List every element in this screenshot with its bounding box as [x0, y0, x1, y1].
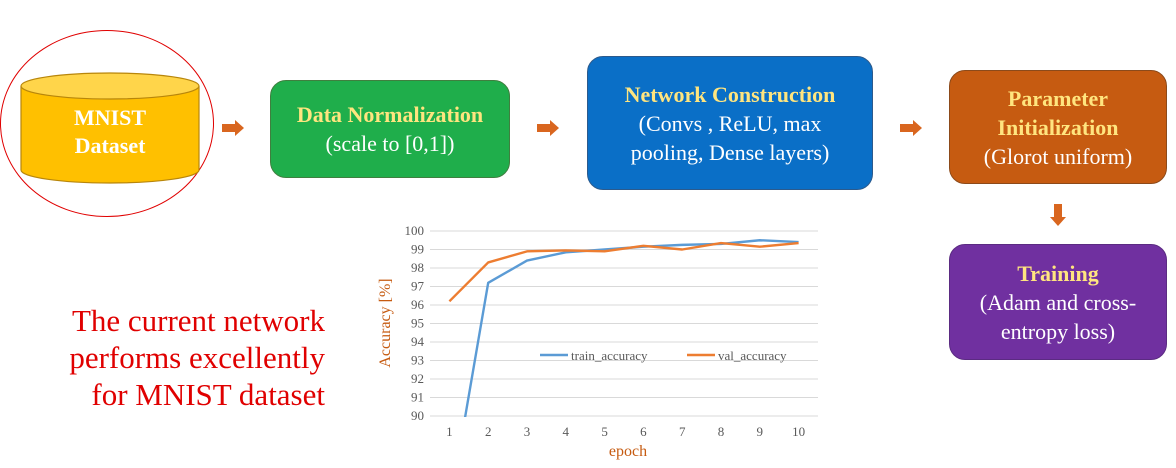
arrow-right-icon: [537, 120, 561, 136]
y-tick-label: 90: [411, 408, 424, 423]
x-tick-label: 6: [640, 424, 647, 439]
chart-x-axis-label: epoch: [608, 443, 648, 460]
chart-y-ticks: [405, 223, 425, 423]
x-tick-label: 4: [562, 424, 570, 439]
step-title: Network Construction: [624, 81, 836, 107]
x-tick-label: 10: [792, 424, 806, 439]
y-tick-label: 100: [404, 223, 424, 238]
legend-label: val_accuracy: [718, 348, 787, 363]
y-tick-label: 97: [411, 278, 424, 294]
chart-grid: [430, 231, 818, 416]
y-tick-label: 96: [411, 297, 424, 312]
x-tick-label: 9: [756, 424, 764, 439]
dataset-label: [20, 104, 200, 160]
y-tick-label: 98: [411, 260, 424, 275]
step-detail-line1: (Adam and cross-: [979, 289, 1137, 315]
y-tick-label: 91: [411, 389, 424, 405]
x-tick-label: 7: [678, 424, 686, 439]
step-training: [949, 244, 1167, 360]
chart-x-ticks: [446, 424, 805, 439]
step-detail-line2: entropy loss): [1000, 318, 1116, 344]
arrow-down-icon: [1050, 204, 1066, 228]
step-title: Data Normalization: [296, 102, 484, 127]
y-tick-label: 92: [411, 371, 424, 386]
y-tick-label: 95: [411, 315, 424, 331]
step-detail: (Glorot uniform): [983, 143, 1133, 169]
conclusion-line2: performs excellently: [69, 340, 325, 375]
step-detail: (scale to [0,1]): [325, 131, 455, 156]
step-detail-line2: pooling, Dense layers): [630, 139, 830, 165]
x-tick-label: 5: [601, 424, 608, 439]
y-tick-label: 93: [411, 352, 424, 368]
step-title-line2: Initialization: [997, 114, 1119, 140]
conclusion-line1: The current network: [71, 303, 325, 338]
x-tick-label: 3: [523, 424, 531, 439]
accuracy-chart: [360, 218, 830, 463]
step-detail-line1: (Convs , ReLU, max: [638, 110, 822, 136]
chart-y-axis-label: Accuracy [%]: [377, 278, 394, 368]
step-title-line1: Parameter: [1007, 85, 1109, 111]
y-tick-label: 99: [411, 241, 424, 257]
step-title: Training: [1017, 260, 1099, 286]
dataset-label-line2: Dataset: [74, 133, 146, 158]
step-data-normalization: [270, 80, 510, 178]
step-parameter-initialization: [949, 70, 1167, 184]
arrow-right-icon: [222, 120, 246, 136]
conclusion-line3: for MNIST dataset: [91, 377, 325, 412]
step-network-construction: [587, 56, 873, 190]
x-tick-label: 1: [446, 424, 453, 439]
conclusion-text: [20, 302, 325, 413]
legend-label: train_accuracy: [571, 348, 648, 363]
arrow-right-icon: [900, 120, 924, 136]
y-tick-label: 94: [411, 334, 424, 349]
x-tick-label: 2: [484, 424, 492, 439]
dataset-label-line1: MNIST: [73, 105, 147, 130]
x-tick-label: 8: [717, 424, 725, 439]
series-line-val-accuracy: [449, 243, 798, 301]
